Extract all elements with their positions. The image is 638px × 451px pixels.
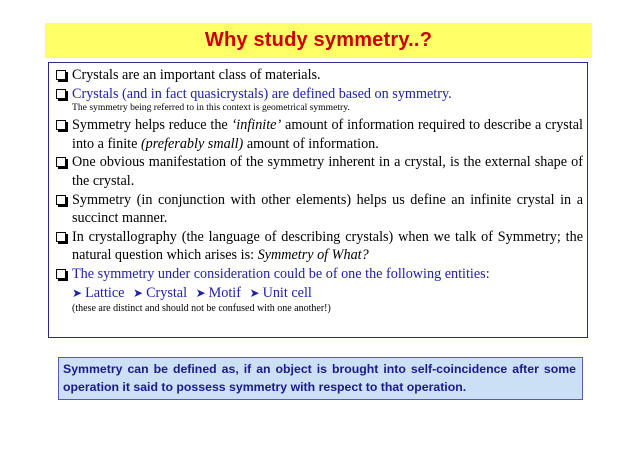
page-title: Why study symmetry..? [204,29,433,51]
checkbox-bullet-icon [56,269,66,279]
bullet-text: Symmetry helps reduce the ‘infinite’ amount of information required to describe a crystal into a finite (preferably small) amount of information. [72,117,583,152]
checkbox-bullet-icon [56,70,66,80]
checkbox-bullet-icon [56,120,66,130]
definition-text: Symmetry can be defined as, if an object is brought into self-coincidence after some operation it said to possess symmetry with respect to that operation. [63,362,576,394]
bullet-text: Crystals are an important class of materials. [72,67,321,83]
bullet-list-box [48,62,588,338]
definition-box [58,357,583,400]
entity-crystal: Crystal [146,284,188,301]
bullet-text: Symmetry (in conjunction with other elements) helps us define an infinite crystal in a succinct manner. [72,191,583,227]
arrow-bullet-icon: ➤ [195,285,206,300]
bullet-text: One obvious manifestation of the symmetry inherent in a crystal, is the external shape of the crystal. [72,154,583,189]
arrow-bullet-icon: ➤ [72,285,83,300]
bullet-item [54,153,583,190]
bullet-item [54,116,583,153]
bullet-item [54,191,583,228]
checkbox-bullet-icon [56,89,66,99]
bullet-note: The symmetry being referred to in this context is geometrical symmetry. [72,102,350,114]
checkbox-bullet-icon [56,157,66,167]
entity-list [72,284,583,302]
entity-unit-cell: Unit cell [262,284,312,301]
bullet-text: The symmetry under consideration could be of one the following entities: [72,265,490,282]
arrow-bullet-icon: ➤ [249,285,260,300]
title-banner [45,23,592,58]
entity-lattice: Lattice [85,284,125,301]
bullet-text: In crystallography (the language of describing crystals) when we talk of Symmetry; the natural question which arises is: Symmetry of What? [72,228,583,264]
bullet-text: Crystals (and in fact quasicrystals) are defined based on symmetry. [72,85,452,102]
bullet-item [54,265,583,284]
bullet-item [54,85,583,104]
bullet-item [54,66,583,85]
bullet-item [54,228,583,265]
arrow-bullet-icon: ➤ [133,285,144,300]
entity-motif: Motif [208,284,241,301]
checkbox-bullet-icon [56,232,66,242]
entity-note: (these are distinct and should not be confused with one another!) [72,302,331,314]
checkbox-bullet-icon [56,195,66,205]
